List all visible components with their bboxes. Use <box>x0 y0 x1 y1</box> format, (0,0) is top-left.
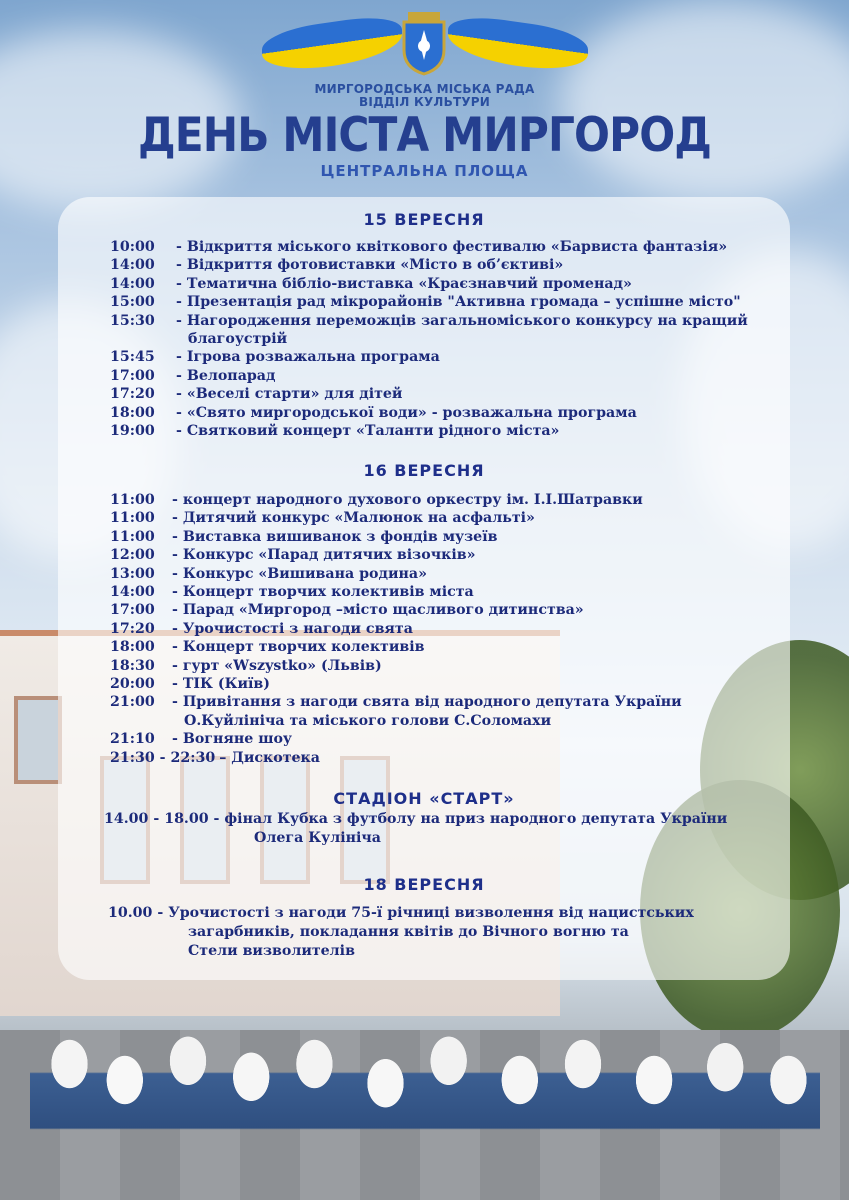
stadium-line-cont: Олега Кулініча <box>254 830 381 846</box>
event-time: 10:00 <box>110 239 155 255</box>
event-time: 18:00 <box>110 404 155 421</box>
event-time: 14:00 <box>110 584 155 601</box>
event-time: 12:00 <box>110 547 155 564</box>
event-time: 18:00 <box>110 639 155 656</box>
schedule-row <box>110 693 790 711</box>
event-description: - Концерт творчих колективів <box>172 639 425 656</box>
org-name: МИРГОРОДСЬКА МІСЬКА РАДА <box>314 82 535 96</box>
event-description: - Конкурс «Вишивана родина» <box>172 565 427 582</box>
event-description: - Урочистості з нагоди свята <box>172 620 413 637</box>
event-time: 17:00 <box>110 602 155 619</box>
event-description: - Презентація рад мікрорайонів "Активна громада – успішне місто" <box>176 294 741 311</box>
event-description: - Відкриття фотовиставки «Місто в об’єктиві» <box>176 257 564 274</box>
event-time: 11:00 <box>110 528 155 545</box>
schedule-row <box>110 583 790 601</box>
event-time: 18:30 <box>110 657 155 674</box>
event-time: 20:00 <box>110 676 155 693</box>
event-description: - «Веселі старти» для дітей <box>176 386 403 403</box>
schedule-row <box>110 491 790 509</box>
event-time: 17:20 <box>110 620 155 637</box>
schedule-row <box>110 601 790 619</box>
event-time: 15:45 <box>110 349 155 366</box>
event-description: - гурт «Wszystko» (Львів) <box>172 657 382 674</box>
schedule-row <box>110 256 790 274</box>
schedule-row <box>110 293 790 311</box>
schedule-row <box>110 620 790 638</box>
event-description: - концерт народного духового оркестру ім. І.І.Шатравки <box>172 492 643 508</box>
event-time: 21:10 <box>110 731 155 748</box>
event-description: - Святковий концерт «Таланти рідного міста» <box>176 423 560 440</box>
event-time: 15:30 <box>110 312 155 329</box>
event-description-cont: благоустрій <box>188 331 288 348</box>
schedule-row <box>110 367 790 385</box>
event-description: - Конкурс «Парад дитячих візочків» <box>172 547 476 564</box>
event-description: – Дискотека <box>219 749 320 766</box>
event-description: - Концерт творчих колективів міста <box>172 584 474 601</box>
schedule-row <box>110 275 790 293</box>
stadium-heading: СТАДІОН «СТАРТ» <box>333 789 515 808</box>
schedule-row <box>110 385 790 403</box>
event-time: 15:00 <box>110 294 155 311</box>
event-time: 17:20 <box>110 386 155 403</box>
event-description: - Нагородження переможців загальноміського конкурсу на кращий <box>176 312 748 329</box>
event-description: - Велопарад <box>176 367 276 384</box>
day2-schedule <box>110 491 790 767</box>
day3-schedule <box>108 904 808 961</box>
event-description: - Відкриття міського квіткового фестивалю «Барвиста фантазія» <box>176 239 728 255</box>
schedule-row <box>110 312 790 330</box>
event-time: 11:00 <box>110 492 155 508</box>
event-description: - Ігрова розважальна програма <box>176 349 440 366</box>
dancing-crowd <box>30 1000 820 1160</box>
stadium-line: 14.00 - 18.00 - фінал Кубка з футболу на приз народного депутата України <box>104 811 728 827</box>
event-description: - Тематична бібліо-виставка «Краєзнавчий променад» <box>176 275 632 292</box>
schedule-row <box>110 528 790 546</box>
schedule-row <box>110 749 790 767</box>
schedule-row <box>110 422 790 440</box>
event-description: - «Свято миргородської води» - розважальна програма <box>176 404 637 421</box>
schedule-row <box>110 509 790 527</box>
page-title: ДЕНЬ МІСТА МИРГОРОД <box>137 108 712 163</box>
stadium-schedule <box>104 810 804 848</box>
schedule-row <box>110 657 790 675</box>
event-time: 14:00 <box>110 275 155 292</box>
day2-heading: 16 ВЕРЕСНЯ <box>363 461 485 480</box>
schedule-row <box>110 638 790 656</box>
day1-heading: 15 ВЕРЕСНЯ <box>363 210 485 229</box>
venue-subtitle: ЦЕНТРАЛЬНА ПЛОЩА <box>320 162 529 180</box>
event-time: 21:30 - 22:30 <box>110 749 216 766</box>
event-time: 17:00 <box>110 367 155 384</box>
event-description: - Виставка вишиванок з фондів музеїв <box>172 528 498 545</box>
schedule-row <box>110 675 790 693</box>
event-time: 19:00 <box>110 423 155 440</box>
day3-heading: 18 ВЕРЕСНЯ <box>363 875 485 894</box>
day3-line: 10.00 - Урочистості з нагоди 75-ї річниці визволення від нацистських <box>108 905 694 921</box>
event-description-cont: О.Куйлініча та міського голови С.Соломахи <box>184 712 552 729</box>
schedule-row <box>110 730 790 748</box>
schedule-row <box>110 348 790 366</box>
org-department: ВІДДІЛ КУЛЬТУРИ <box>358 95 491 109</box>
city-coat-of-arms-icon <box>398 10 450 76</box>
schedule-row <box>110 238 790 256</box>
day3-line-cont2: Стели визволителів <box>188 943 355 959</box>
event-description: - ТІК (Київ) <box>172 676 270 693</box>
event-time: 14:00 <box>110 257 155 274</box>
event-description: - Дитячий конкурс «Малюнок на асфальті» <box>172 510 535 527</box>
event-time: 13:00 <box>110 565 155 582</box>
day1-schedule <box>110 238 790 440</box>
event-description: - Вогняне шоу <box>172 731 292 748</box>
event-description: - Привітання з нагоди свята від народного депутата України <box>172 694 682 711</box>
schedule-row <box>110 404 790 422</box>
schedule-row <box>110 565 790 583</box>
event-description: - Парад «Миргород –місто щасливого дитинства» <box>172 602 584 619</box>
event-time: 11:00 <box>110 510 155 527</box>
schedule-row <box>110 546 790 564</box>
day3-line-cont: загарбників, покладання квітів до Вічного вогню та <box>188 924 629 940</box>
event-time: 21:00 <box>110 694 155 711</box>
